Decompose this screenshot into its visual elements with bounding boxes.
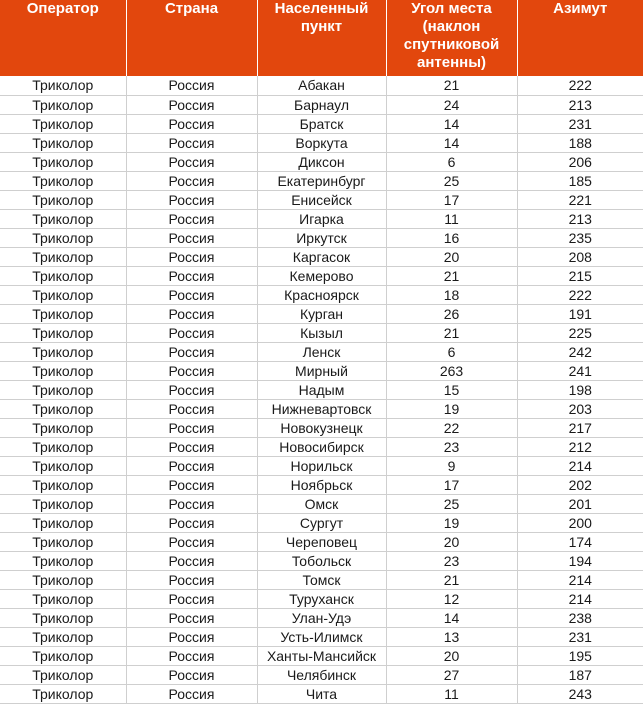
cell-city: Кемерово bbox=[257, 266, 386, 285]
cell-operator: Триколор bbox=[0, 285, 126, 304]
cell-azimuth: 238 bbox=[517, 608, 643, 627]
cell-operator: Триколор bbox=[0, 95, 126, 114]
cell-azimuth: 221 bbox=[517, 190, 643, 209]
table-row bbox=[0, 418, 643, 437]
table-row bbox=[0, 475, 643, 494]
header-elevation-angle: Угол места (наклон спутниковой антенны) bbox=[386, 0, 517, 76]
table-row bbox=[0, 646, 643, 665]
cell-elevation-angle: 17 bbox=[386, 475, 517, 494]
cell-city: Диксон bbox=[257, 152, 386, 171]
cell-azimuth: 225 bbox=[517, 323, 643, 342]
cell-country: Россия bbox=[126, 418, 257, 437]
cell-elevation-angle: 25 bbox=[386, 171, 517, 190]
cell-operator: Триколор bbox=[0, 513, 126, 532]
cell-city: Ленск bbox=[257, 342, 386, 361]
cell-city: Омск bbox=[257, 494, 386, 513]
table-row bbox=[0, 190, 643, 209]
cell-operator: Триколор bbox=[0, 437, 126, 456]
cell-operator: Триколор bbox=[0, 247, 126, 266]
cell-country: Россия bbox=[126, 646, 257, 665]
cell-elevation-angle: 18 bbox=[386, 285, 517, 304]
cell-country: Россия bbox=[126, 627, 257, 646]
cell-country: Россия bbox=[126, 304, 257, 323]
cell-country: Россия bbox=[126, 323, 257, 342]
cell-country: Россия bbox=[126, 266, 257, 285]
cell-city: Енисейск bbox=[257, 190, 386, 209]
cell-city: Воркута bbox=[257, 133, 386, 152]
cell-azimuth: 198 bbox=[517, 380, 643, 399]
cell-city: Надым bbox=[257, 380, 386, 399]
cell-azimuth: 202 bbox=[517, 475, 643, 494]
cell-elevation-angle: 20 bbox=[386, 247, 517, 266]
cell-country: Россия bbox=[126, 437, 257, 456]
cell-azimuth: 222 bbox=[517, 285, 643, 304]
cell-country: Россия bbox=[126, 608, 257, 627]
cell-operator: Триколор bbox=[0, 570, 126, 589]
cell-elevation-angle: 21 bbox=[386, 323, 517, 342]
table-row bbox=[0, 532, 643, 551]
cell-operator: Триколор bbox=[0, 399, 126, 418]
table-row bbox=[0, 456, 643, 475]
cell-country: Россия bbox=[126, 494, 257, 513]
cell-azimuth: 213 bbox=[517, 95, 643, 114]
cell-elevation-angle: 19 bbox=[386, 513, 517, 532]
cell-elevation-angle: 19 bbox=[386, 399, 517, 418]
table-row bbox=[0, 589, 643, 608]
cell-city: Улан-Удэ bbox=[257, 608, 386, 627]
cell-azimuth: 215 bbox=[517, 266, 643, 285]
cell-city: Челябинск bbox=[257, 665, 386, 684]
cell-country: Россия bbox=[126, 456, 257, 475]
cell-elevation-angle: 11 bbox=[386, 209, 517, 228]
cell-operator: Триколор bbox=[0, 646, 126, 665]
cell-operator: Триколор bbox=[0, 266, 126, 285]
cell-operator: Триколор bbox=[0, 380, 126, 399]
cell-city: Братск bbox=[257, 114, 386, 133]
table-row bbox=[0, 209, 643, 228]
table-row bbox=[0, 627, 643, 646]
header-azimuth: Азимут bbox=[517, 0, 643, 76]
cell-city: Екатеринбург bbox=[257, 171, 386, 190]
cell-country: Россия bbox=[126, 551, 257, 570]
cell-elevation-angle: 25 bbox=[386, 494, 517, 513]
cell-elevation-angle: 14 bbox=[386, 608, 517, 627]
table-row bbox=[0, 171, 643, 190]
cell-country: Россия bbox=[126, 76, 257, 95]
cell-azimuth: 214 bbox=[517, 456, 643, 475]
cell-azimuth: 174 bbox=[517, 532, 643, 551]
cell-country: Россия bbox=[126, 247, 257, 266]
cell-country: Россия bbox=[126, 475, 257, 494]
cell-country: Россия bbox=[126, 133, 257, 152]
cell-operator: Триколор bbox=[0, 342, 126, 361]
cell-elevation-angle: 11 bbox=[386, 684, 517, 703]
table-row bbox=[0, 684, 643, 703]
cell-country: Россия bbox=[126, 171, 257, 190]
cell-azimuth: 200 bbox=[517, 513, 643, 532]
cell-city: Кызыл bbox=[257, 323, 386, 342]
table-row bbox=[0, 342, 643, 361]
cell-city: Мирный bbox=[257, 361, 386, 380]
cell-country: Россия bbox=[126, 342, 257, 361]
cell-elevation-angle: 22 bbox=[386, 418, 517, 437]
cell-country: Россия bbox=[126, 228, 257, 247]
cell-country: Россия bbox=[126, 361, 257, 380]
cell-operator: Триколор bbox=[0, 589, 126, 608]
table-row bbox=[0, 114, 643, 133]
cell-operator: Триколор bbox=[0, 494, 126, 513]
cell-elevation-angle: 12 bbox=[386, 589, 517, 608]
table-row bbox=[0, 133, 643, 152]
cell-azimuth: 217 bbox=[517, 418, 643, 437]
header-country: Страна bbox=[126, 0, 257, 76]
cell-city: Ноябрьск bbox=[257, 475, 386, 494]
table-row bbox=[0, 95, 643, 114]
cell-operator: Триколор bbox=[0, 133, 126, 152]
cell-country: Россия bbox=[126, 589, 257, 608]
cell-city: Нижневартовск bbox=[257, 399, 386, 418]
cell-city: Норильск bbox=[257, 456, 386, 475]
cell-country: Россия bbox=[126, 152, 257, 171]
cell-elevation-angle: 24 bbox=[386, 95, 517, 114]
cell-city: Томск bbox=[257, 570, 386, 589]
table-row bbox=[0, 304, 643, 323]
cell-operator: Триколор bbox=[0, 114, 126, 133]
cell-elevation-angle: 26 bbox=[386, 304, 517, 323]
cell-city: Сургут bbox=[257, 513, 386, 532]
cell-city: Курган bbox=[257, 304, 386, 323]
cell-country: Россия bbox=[126, 190, 257, 209]
cell-operator: Триколор bbox=[0, 456, 126, 475]
table-row bbox=[0, 608, 643, 627]
cell-city: Игарка bbox=[257, 209, 386, 228]
cell-operator: Триколор bbox=[0, 551, 126, 570]
cell-country: Россия bbox=[126, 665, 257, 684]
table-row bbox=[0, 266, 643, 285]
cell-azimuth: 242 bbox=[517, 342, 643, 361]
cell-elevation-angle: 13 bbox=[386, 627, 517, 646]
table-row bbox=[0, 665, 643, 684]
cell-operator: Триколор bbox=[0, 684, 126, 703]
cell-elevation-angle: 17 bbox=[386, 190, 517, 209]
cell-azimuth: 201 bbox=[517, 494, 643, 513]
cell-azimuth: 214 bbox=[517, 570, 643, 589]
table-header-row bbox=[0, 0, 643, 76]
cell-city: Каргасок bbox=[257, 247, 386, 266]
table-row bbox=[0, 323, 643, 342]
cell-azimuth: 243 bbox=[517, 684, 643, 703]
cell-country: Россия bbox=[126, 513, 257, 532]
cell-country: Россия bbox=[126, 380, 257, 399]
cell-azimuth: 187 bbox=[517, 665, 643, 684]
cell-country: Россия bbox=[126, 684, 257, 703]
cell-azimuth: 231 bbox=[517, 627, 643, 646]
cell-elevation-angle: 263 bbox=[386, 361, 517, 380]
cell-operator: Триколор bbox=[0, 418, 126, 437]
cell-elevation-angle: 20 bbox=[386, 532, 517, 551]
cell-operator: Триколор bbox=[0, 532, 126, 551]
cell-country: Россия bbox=[126, 570, 257, 589]
cell-azimuth: 195 bbox=[517, 646, 643, 665]
cell-azimuth: 206 bbox=[517, 152, 643, 171]
cell-city: Барнаул bbox=[257, 95, 386, 114]
cell-azimuth: 203 bbox=[517, 399, 643, 418]
cell-elevation-angle: 20 bbox=[386, 646, 517, 665]
cell-elevation-angle: 15 bbox=[386, 380, 517, 399]
cell-operator: Триколор bbox=[0, 608, 126, 627]
cell-city: Абакан bbox=[257, 76, 386, 95]
table-body bbox=[0, 76, 643, 703]
table-row bbox=[0, 285, 643, 304]
cell-elevation-angle: 14 bbox=[386, 133, 517, 152]
cell-operator: Триколор bbox=[0, 627, 126, 646]
cell-azimuth: 213 bbox=[517, 209, 643, 228]
cell-azimuth: 194 bbox=[517, 551, 643, 570]
cell-operator: Триколор bbox=[0, 323, 126, 342]
cell-elevation-angle: 6 bbox=[386, 342, 517, 361]
cell-azimuth: 208 bbox=[517, 247, 643, 266]
cell-city: Ханты-Мансийск bbox=[257, 646, 386, 665]
cell-operator: Триколор bbox=[0, 304, 126, 323]
table-row bbox=[0, 399, 643, 418]
cell-country: Россия bbox=[126, 114, 257, 133]
cell-elevation-angle: 9 bbox=[386, 456, 517, 475]
cell-azimuth: 191 bbox=[517, 304, 643, 323]
table-row bbox=[0, 380, 643, 399]
cell-operator: Триколор bbox=[0, 209, 126, 228]
cell-operator: Триколор bbox=[0, 475, 126, 494]
cell-city: Красноярск bbox=[257, 285, 386, 304]
cell-azimuth: 231 bbox=[517, 114, 643, 133]
header-operator: Оператор bbox=[0, 0, 126, 76]
cell-operator: Триколор bbox=[0, 76, 126, 95]
table-row bbox=[0, 361, 643, 380]
cell-azimuth: 222 bbox=[517, 76, 643, 95]
cell-operator: Триколор bbox=[0, 228, 126, 247]
table-row bbox=[0, 76, 643, 95]
cell-operator: Триколор bbox=[0, 361, 126, 380]
cell-elevation-angle: 23 bbox=[386, 437, 517, 456]
cell-azimuth: 185 bbox=[517, 171, 643, 190]
cell-azimuth: 212 bbox=[517, 437, 643, 456]
cell-elevation-angle: 14 bbox=[386, 114, 517, 133]
cell-elevation-angle: 23 bbox=[386, 551, 517, 570]
cell-city: Новокузнецк bbox=[257, 418, 386, 437]
cell-city: Усть-Илимск bbox=[257, 627, 386, 646]
table-row bbox=[0, 551, 643, 570]
cell-city: Иркутск bbox=[257, 228, 386, 247]
table-row bbox=[0, 152, 643, 171]
cell-operator: Триколор bbox=[0, 665, 126, 684]
cell-elevation-angle: 21 bbox=[386, 570, 517, 589]
cell-operator: Триколор bbox=[0, 190, 126, 209]
cell-azimuth: 235 bbox=[517, 228, 643, 247]
cell-city: Тобольск bbox=[257, 551, 386, 570]
cell-azimuth: 188 bbox=[517, 133, 643, 152]
cell-city: Туруханск bbox=[257, 589, 386, 608]
header-city: Населенный пункт bbox=[257, 0, 386, 76]
cell-elevation-angle: 21 bbox=[386, 76, 517, 95]
cell-city: Новосибирск bbox=[257, 437, 386, 456]
cell-operator: Триколор bbox=[0, 171, 126, 190]
cell-azimuth: 214 bbox=[517, 589, 643, 608]
cell-elevation-angle: 16 bbox=[386, 228, 517, 247]
cell-city: Череповец bbox=[257, 532, 386, 551]
cell-city: Чита bbox=[257, 684, 386, 703]
cell-operator: Триколор bbox=[0, 152, 126, 171]
cell-elevation-angle: 21 bbox=[386, 266, 517, 285]
table-row bbox=[0, 437, 643, 456]
cell-elevation-angle: 27 bbox=[386, 665, 517, 684]
table-row bbox=[0, 247, 643, 266]
table-row bbox=[0, 513, 643, 532]
cell-country: Россия bbox=[126, 399, 257, 418]
table-row bbox=[0, 494, 643, 513]
cell-azimuth: 241 bbox=[517, 361, 643, 380]
cell-country: Россия bbox=[126, 209, 257, 228]
cell-elevation-angle: 6 bbox=[386, 152, 517, 171]
cell-country: Россия bbox=[126, 285, 257, 304]
table-row bbox=[0, 570, 643, 589]
cell-country: Россия bbox=[126, 532, 257, 551]
table-row bbox=[0, 228, 643, 247]
cell-country: Россия bbox=[126, 95, 257, 114]
